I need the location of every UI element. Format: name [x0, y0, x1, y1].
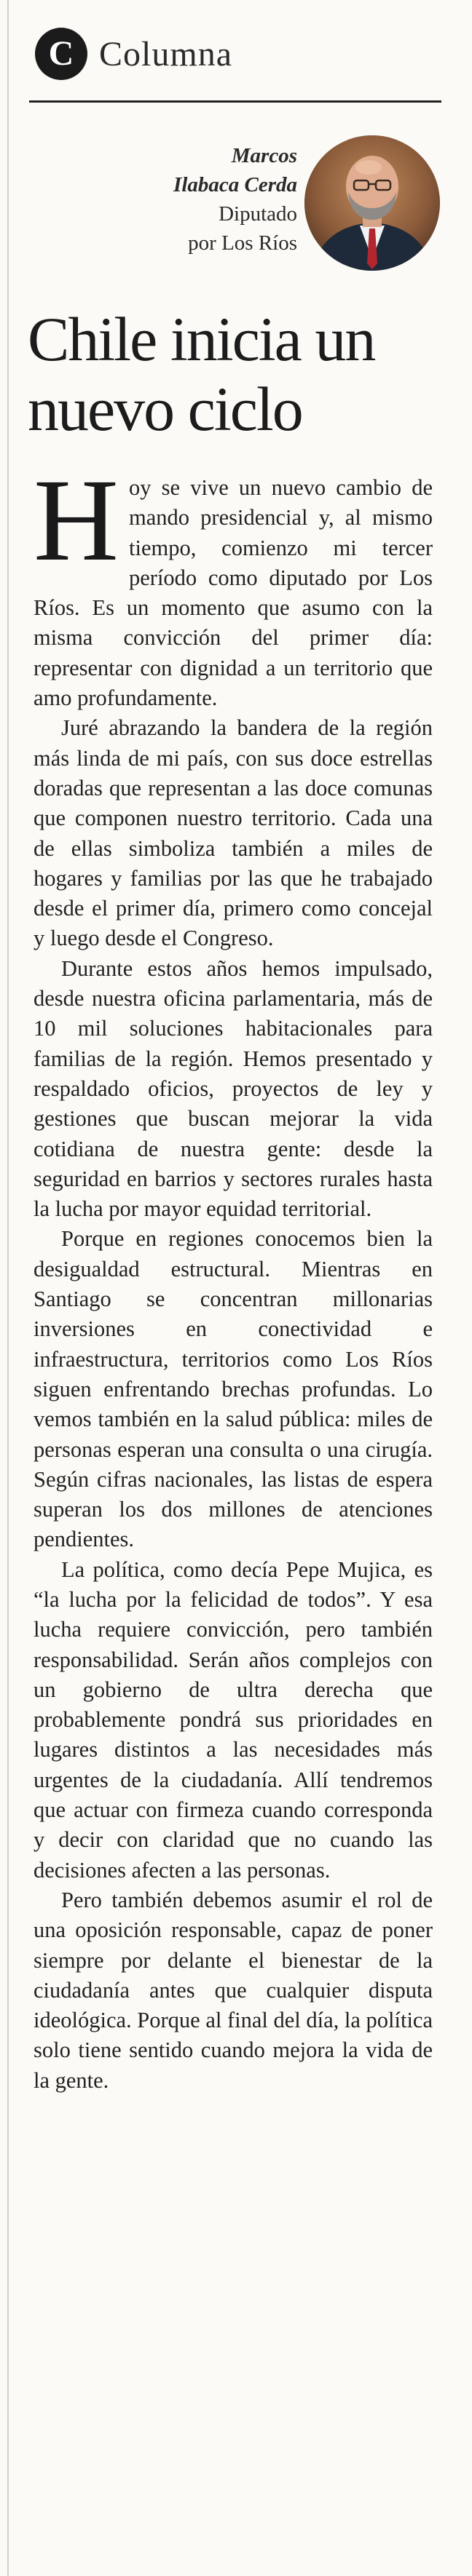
- paragraph-1-text: oy se vive un nuevo cambio de mando presidencial y, al mismo tiempo, comienzo mi tercer período como diputado por Los Ríos. Es un momento que asumo con la misma convicción del primer día: representar con dignidad a un territorio que amo profundamente.: [34, 475, 433, 711]
- article-headline: [28, 304, 450, 444]
- section-divider: [29, 100, 441, 103]
- author-role-line2: por Los Ríos: [188, 231, 297, 255]
- paragraph-6: Pero también debemos asumir el rol de una oposición responsable, capaz de poner siempre por delante el bienestar de la ciudadanía antes que cualquier disputa ideológica. Porque al final del día, la política solo tiene sentido cuando mejora la vida de la gente.: [34, 1887, 433, 2093]
- article-body: [34, 456, 433, 2096]
- author-name-line2: Ilabaca Cerda: [173, 173, 297, 196]
- left-margin-rule: [7, 0, 9, 2576]
- author-role-line1: Diputado: [219, 202, 297, 226]
- paragraph-2: Juré abrazando la bandera de la región más linda de mi país, con sus doce estrellas doradas que representan a las doce comunas que componen nuestro territorio. Cada una de ellas simboliza también a miles de hogares y familias por las que he trabajado desde el primer día, primero como concejal y luego desde el Congreso.: [34, 715, 433, 951]
- section-title: Columna: [99, 34, 232, 73]
- paragraph-5: La política, como decía Pepe Mujica, es “la lucha por la felicidad de todos”. Y esa lucha requiere convicción, pero también responsabilidad. Serán años complejos con un gobierno de ultra derecha que probablemente pondrá sus prioridades en lugares distintos a las necesidades más urgentes de la ciudadanía. Allí tendremos que actuar con firmeza cuando corresponda y decir con claridad que no cuando las decisiones afecten a las personas.: [34, 1557, 433, 1883]
- byline: [173, 141, 297, 258]
- paragraph-4: Porque en regiones conocemos bien la desigualdad estructural. Mientras en Santiago se concentran millonarias inversiones en conectividad e infraestructura, territorios como Los Ríos siguen enfrentando brechas profundas. Lo vemos también en la salud pública: miles de personas esperan una consulta o una cirugía. Según cifras nacionales, las listas de espera superan los dos millones de atenciones pendientes.: [34, 1226, 433, 1552]
- section-header: [35, 28, 232, 80]
- headline-line2: nuevo ciclo: [28, 374, 302, 444]
- author-name-line1: Marcos: [231, 144, 297, 167]
- author-avatar: [304, 135, 440, 271]
- author-portrait-image: [304, 135, 440, 271]
- paragraph-1: [34, 456, 433, 713]
- drop-cap: H: [34, 456, 119, 586]
- headline-line1: Chile inicia un: [28, 304, 375, 374]
- section-badge-icon: C: [35, 28, 87, 80]
- paragraph-3: Durante estos años hemos impulsado, desde nuestra oficina parlamentaria, más de 10 mil soluciones habitacionales para familias de la región. Hemos presentado y respaldado oficios, proyectos de ley y gestiones que buscan mejorar la vida cotidiana de nuestra gente: desde la seguridad en barrios y sectores rurales hasta la lucha por mayor equidad territorial.: [34, 955, 433, 1222]
